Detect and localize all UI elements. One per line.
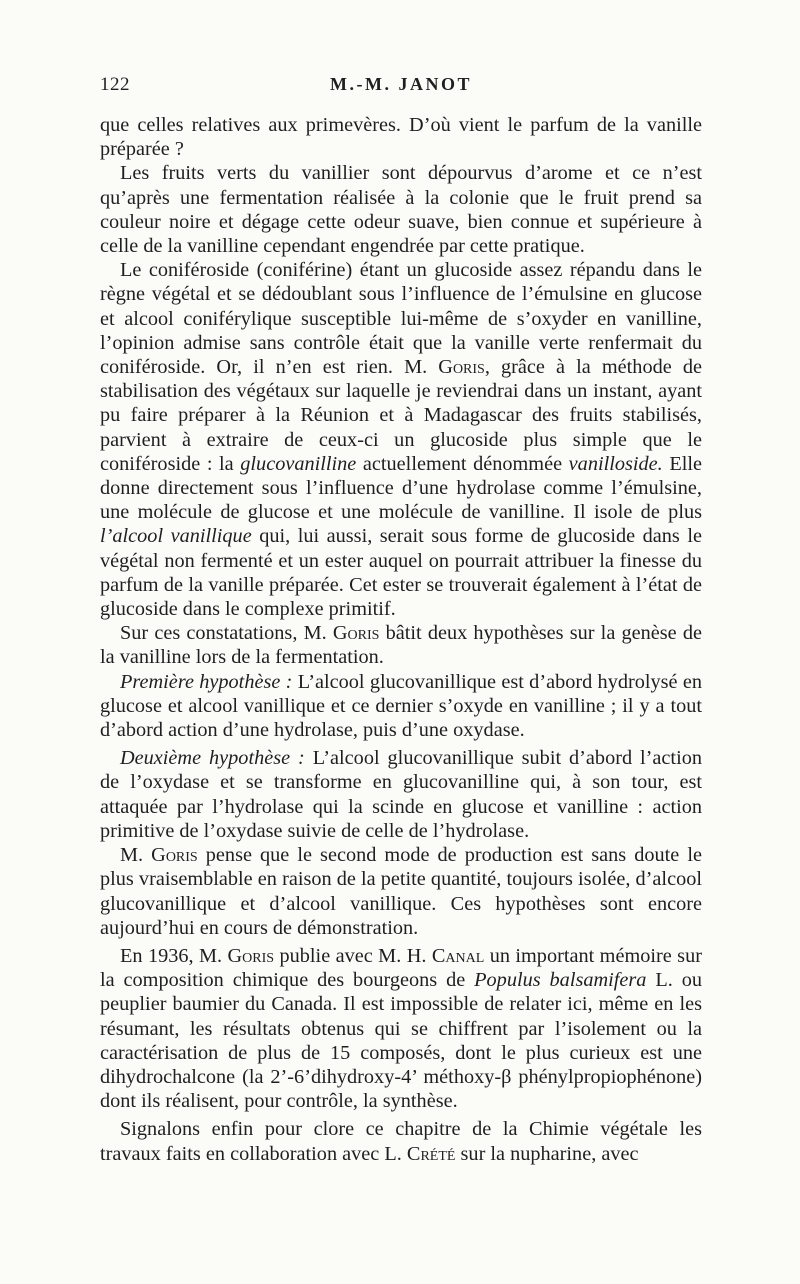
author-name-crete: Crété: [406, 1142, 456, 1165]
text-run: Sur ces constatations, M.: [120, 622, 327, 645]
paragraph-first-hypothesis: [100, 670, 702, 743]
text-run: publie avec M. H.: [279, 944, 427, 967]
text-run: qui, lui aussi, serait sous forme de glucoside dans le végétal non fermenté et un ester auquel on pourrait attribuer la finesse du parfum de la vanille préparée. Cet ester se trouverait également à l’état de glucoside dans le complexe primitif.: [100, 525, 702, 621]
paragraph-hypotheses-intro: [100, 621, 702, 669]
paragraph-second-mode: [100, 843, 702, 940]
author-name-canal: Canal: [431, 944, 485, 967]
text-run: L. ou peuplier baumier du Canada. Il est impossible de relater ici, même en les résumant, les résultats obtenus qui se chiffrent par l’isolement ou la caractérisation de plus de 15 composés, dont le plus curieux est une dihydrochalcone (la 2’-6’dihydroxy-4’ méthoxy-β phénylpropiophénone) dont ils réalisent, pour contrôle, la synthèse.: [100, 969, 703, 1113]
text-run: , grâce à la méthode de stabilisation des végétaux sur laquelle je reviendrai dans un instant, ayant pu faire préparer à la Réunion et à Madagascar des fruits stabilisés, parvient à extraire de ceux-ci un glucoside plus simple que le coniféroside : la: [100, 356, 702, 475]
text-run: M.: [120, 844, 144, 867]
term-glucovanilline: glucovanilline: [240, 452, 357, 475]
hypothesis-label: Première hypothèse :: [120, 670, 293, 693]
paragraph-coniferoside: [100, 258, 702, 621]
text-run: pense que le second mode de production est sans doute le plus vraisemblable en raison de la petite quantité, toujours isolée, d’alcool glucovanillique et d’alcool vanillique. Ces hypothèses sont encore aujourd’hui en cours de démonstration.: [100, 844, 702, 939]
page-header: [100, 74, 702, 104]
paragraph-second-hypothesis: [100, 746, 702, 843]
text-run: L’alcool glucovanillique subit d’abord l’action de l’oxydase et se transforme en glucovanilline qui, à son tour, est attaquée par l’hydrolase qui la scinde en glucose et vanilline : action primitive de l’oxydase suivie de celle de l’hydrolase.: [100, 747, 702, 842]
hypothesis-label: Deuxième hypothèse :: [120, 747, 305, 770]
running-title: M.-M. JANOT: [330, 74, 472, 94]
page-number: 122: [100, 74, 130, 95]
paragraph-1936-memoir: [100, 944, 702, 1113]
page-body: [100, 113, 702, 1166]
author-name-goris: Goris: [438, 356, 485, 379]
term-vanilloside: vanilloside.: [568, 452, 663, 475]
paragraph-nupharine: [100, 1117, 702, 1165]
text-run: actuellement dénommée: [362, 452, 563, 475]
species-name: Populus balsamifera: [474, 969, 647, 992]
paragraph-continued: que celles relatives aux primevères. D’où vient le parfum de la vanille préparée ?: [100, 114, 702, 161]
text-run: En 1936, M.: [120, 944, 223, 967]
text-run: sur la nupharine, avec: [460, 1142, 639, 1165]
author-name-goris: Goris: [151, 844, 198, 867]
author-name-goris: Goris: [332, 622, 380, 645]
text-run: Le coniféroside (coniférine) étant un glucoside assez répandu dans le règne végétal et se dédoublant sous l’influence de l’émulsine en glucose et alcool coniférylique susceptible lui-même de s’oxyder en vanilline, l’opinion admise sans contrôle était que la vanille verte renfermait du coniféroside. Or, il n’en est rien. M.: [100, 259, 702, 379]
term-alcool-vanillique: l’alcool vanillique: [100, 525, 252, 548]
text-run: bâtit deux hypothèses sur la genèse de la vanilline lors de la fermentation.: [100, 622, 702, 669]
paragraph-green-fruits: Les fruits verts du vanillier sont dépourvus d’arome et ce n’est qu’après une fermentation réalisée à la colonie que le fruit prend sa couleur noire et dégage cette odeur suave, bien connue et supérieure à celle de la vanilline cependant engendrée par cette pratique.: [100, 162, 702, 258]
author-name-goris: Goris: [227, 944, 275, 967]
text-run: Signalons enfin pour clore ce chapitre de la Chimie végétale les travaux faits en collaboration avec L.: [100, 1118, 702, 1165]
text-run: Elle donne directement sous l’influence d’une hydrolase comme l’émulsine, une molécule de glucose et une molécule de vanilline. Il isole de plus: [100, 452, 703, 524]
text-run: un important mémoire sur la composition chimique des bourgeons de: [100, 944, 702, 992]
text-run: L’alcool glucovanillique est d’abord hydrolysé en glucose et alcool vanillique et ce dernier s’oxyde en vanilline ; il y a tout d’abord action d’une hydrolase, puis d’une oxydase.: [100, 670, 702, 742]
